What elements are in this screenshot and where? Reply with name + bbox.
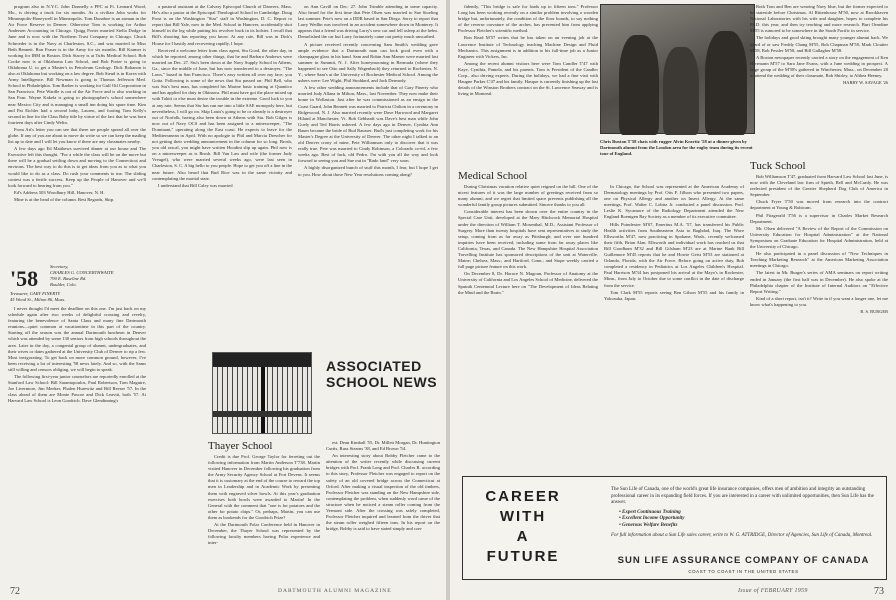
paragraph: Mr. Olsen delivered "A Review of the Report of the Commission on University Education for Hospital Administration" at the National Symposium on Graduate Education for Hospital Administration, held at the University of Chicago.	[750, 225, 888, 250]
middle-column	[152, 4, 292, 344]
paragraph: The following first-year junior counselors are reportedly enrolled at the Stanford Law School: Bill Sarantopoulos, Paul Robertson, Tom Maguire, Joe Livermore, Jim Meeker, Phalen Hurewitz and Bill Reeser '57. In the class ahead of them are Monte Pascoe and Dick Leavitt, both '57. At Harvard Law School is Leon Goodrich. Dave Glendinning's	[8, 374, 146, 404]
thayer-column-2	[326, 440, 440, 586]
paragraph: Ed's Address 503 Woodbury Hill, Hanover, N. H.	[14, 189, 105, 195]
paragraph: I never thought I'd meet the deadline on this one. I'm just back on my schedule again after two weeks of delightful crossing and revelry, featuring the benevolence of Santa Claus and many fine Dartmouth reunions—quiet common at vacationtime in this part of the country. Starting off the season was the annual Dartmouth luncheon in Denver which was attended by some 130 seniors from high schools throughout the area. Later in the day, a congenial group of alumni, undergraduates, and their wives or dates gathered at the University Club of Denver to rip a few. Most invigorating. To get back on more common ground, however, I've been receiving a lot of interesting '58 news lately. And so, with the Sams still willing and censors obliging, we will begin to speak.	[8, 306, 146, 372]
paragraph: a pastoral assistant at the Calvary Episcopal Church of Danvers, Mass. He's also a pastor at the Episcopal Theological School in Cambridge. Doug Frost is on the Washington "Star" staff in Washington, D. C. Report to report that Bill Yale, now in the Med. School in Hanover, accidentally shot himself in the leg while putting his revolver back in its holster. I recall that Bill's shooting has reporting you know. At any rate, Bill was in Dick's House for I hastily and recovering rapidly, I hope.	[152, 4, 292, 46]
paragraph: At the Dartmouth Polar Conference held in Hanover in December, the Thayer School was represented by the following faculty members having Polar experience and inter-	[208, 522, 320, 546]
paragraph: A few days ago Ed Matthews survived dinner at our house and The Executive left this thought. "For a while the class will be on the move but there will be a gradual settling down and moving to the Connecticut and environs. The best way to do this is to get ideas from you as to what you would like to do as a class. Do rush your comments to me. The sliding contest was a fertile success. Keep up the People of Hanover and we'll look forward to hearing from you."	[8, 146, 146, 188]
company-tagline: COAST TO COAST IN THE UNITED STATES	[688, 569, 799, 574]
ad-body	[611, 487, 876, 539]
ad-benefit: • Generous Welfare Benefits	[619, 522, 678, 528]
company-name: SUN LIFE ASSURANCE COMPANY OF CANADA	[617, 555, 870, 566]
sun-life-advertisement	[462, 476, 887, 580]
associated-school-news-heading: ASSOCIATED SCHOOL NEWS	[326, 358, 438, 390]
paragraph: Chuck Fryer T'50 was moved from research into the contract department at Young & Rubicam.	[750, 199, 888, 211]
school-banner-graphic	[212, 352, 312, 434]
ad-intro: The Sun Life of Canada, one of the world's great life insurance companies, offers men of ambition and integrity an outstanding professional career in its expanding field forces. If you are interested in a career with unlimited opportunities, then Sun Life has the answer.	[611, 487, 874, 506]
rugby-dinner-photo	[600, 4, 755, 134]
signature: HARRY W. SAVAGE '26	[843, 80, 888, 86]
ad-benefit: • Expert Continuous Training	[619, 509, 681, 515]
paragraph: The latest in Mr. Burger's series of AMA seminars on report writing ended in January (the first half was in December). He also spoke at the Philadelphia chapter of the Institute of Internal Auditors on "Effective Report Writing."	[750, 270, 888, 294]
left-page	[0, 0, 446, 600]
magazine-footer: DARTMOUTH ALUMNI MAGAZINE	[278, 588, 392, 594]
paragraph: The holidays and good skiing brought many younger alumni back. We heard of or saw Freddy Chang M'55, Bob Chapman M'58, Mark Cloutier M'58, Bob Fessler M'58, and Bill Gallagher M'58.	[750, 35, 888, 53]
class-year-heading: '58	[10, 266, 39, 291]
paragraph: Considerable interest has been shown over the entire country in the Special Care Unit, developed at the Mary Hitchcock Memorial Hospital under the direction of William T. Mosenthal, M.D., Assistant Professor of Surgery. More than twenty hospitals have sent representatives to study the setup, coming from as far away as Pittsburgh; and over one hundred inquiries have been received, including some from far away places like California, Texas, and Canada. The New Hampshire Hospital Association Travelling Institute has sponsored descriptions of the unit at Waterville, Maine; Chelsea, Mass.; and Hartford, Conn.; and Stope weekly carried a full page picture feature on this work.	[458, 209, 598, 270]
medical-column	[458, 184, 598, 468]
paragraph: Bob Williamson T'47, graduated from Harvard Law School last June, is now with the Cleveland law firm of Spieth, Bell and McCurdy. He was reelected president of the Greater Shepherd Dog Club of America in September.	[750, 174, 888, 198]
thayer-column-1	[208, 454, 320, 586]
tuck-school-heading: Tuck School	[750, 160, 806, 172]
medical-column-3	[750, 4, 888, 154]
thayer-school-heading: Thayer School	[208, 440, 273, 452]
paragraph: Credit is due Prof. George Taylor for ferreting out the following information from Martin Anderson T'738. Martin visited Hanover in December following his graduation from the Army Security Agency School at Fort Devens. It seems that it is customary at the end of the course to reward the top men in Leadership and in Academic Work by presenting them with engraved silver bowls. At this year's graduation exercises both bowls were awarded to Martin! In the General with the comment that "one is for potatoes and the other for potato chips." Or, perhaps, Martin, you can use them as bookends for the Goodrich Prize?	[208, 454, 320, 520]
paragraph: program also in N.Y.C. John Donnelly a PFC at Ft. Leonard Wood, Mo., is driving a truck for six months. As a civilian John works for Minneapolis-Honeywell in Minneapolis. Tom Donahoe is an airman in the Air Force Reserve in Denver. Otherwise Tom is working for Arthur Andersen Accounting in Chicago. Quigg Porter married Stella Dodge in June and is now with the Northern Trust Company in Chicago. Chuck Schroeder is in the Navy at Charleston, S.C., and was married to Miss Beth Bennett. Ron Fraser is in the Army for six months. Bill Kramer is working for IBM in Boston. Dick Stacey is at Tufts Medical School. Bob Cooke now is at Oklahoma Law School, and Bob Porter is going to Oklahoma U. to get a Master's in Petroleum Geology. Dick Bohanon is also at Oklahoma but working on a law degree. Bob Steud is in Korea with Army Intelligence. Bill Newman is going to Thomas Jefferson Med. School in Philadelphia. Tom Barber is working for Gulf Oil Corporation in San Francisco. Pete Wardle is out of the Air Force and is also working in San Fran. Wayne Kakela is going to photographer's school somewhere near Mexico City and is managing a small inn doing his spare time. Kim and Pat Eichler had a second baby, Lauren, and footing Tom Kelly's second in line for the Class Baby title by virtue of the fact that he was born fourteen days after Cindy Welin.	[8, 4, 146, 125]
paragraph: In Chicago, the School was represented at the American Academy of Dermatology meetings by Prof. Otis F. Jillson who presented two papers, one on Physical Allergy and another on Insect Allergy. At the same meetings, Prof. Walter C. Lobitz Jr. conducted a panel discussion. Prof. Leslie K. Sycamore of the Radiology Department attended the New England Roentgen Ray Society as a member of its executive committee.	[604, 184, 744, 220]
paragraph: From Art's letter you can see that there are people spread all over the globe. If any of you are about to move do write so we can keep the mailing list up to date and I will let you know if there are any classmates nearby.	[8, 126, 146, 145]
signature: R. S. BURGER	[860, 308, 888, 314]
tuck-column	[750, 174, 888, 468]
ad-contact: For full information about a Sun Life sales career, write to W. G. ATTRIDGE, Director of Agencies, Sun Life of Canada, Montreal.	[611, 532, 873, 538]
paragraph: Mine is at the head of the column. Best Regards, Skip.	[14, 196, 115, 202]
class58-column	[8, 306, 146, 586]
paragraph: During Christmas vacation relative quiet reigned on the hill. One of the nicest features of it was the large number of greetings received from so many alumni, and we regret that limited space prevents publishing all the wonderful family group pictures submitted. Sincere thanks to you all.	[458, 184, 598, 208]
paragraph: Ron Read M'57 writes that he has taken on an evening job at the Lawrence Institute of Technology teaching Machine Design and Fluid Mechanics. This assignment is in addition to his full-time job as a Junior Engineer with Vickers, Inc.	[458, 35, 598, 59]
paragraph: Tom Clark M'55 reports seeing Ben Gilson M'55 and his family in Yokosuka, Japan.	[604, 289, 744, 301]
medical-column-2	[604, 184, 744, 468]
ad-benefits-list	[619, 510, 876, 530]
paragraph: A highly disorganized bunch of stuff this month, I fear, but I hope I get to you. How about those New Year resolutions coming along?	[298, 165, 438, 177]
paragraph: fidently, "This bridge is safe for loads up to fifteen tons." Professor Long has been working recently on a similar problem involving a wooden bridge but, unfortunately, the condition of the floor boards, to say nothing of the reverse curvature of the arches, has prevented him from applying Professor Fletcher's scientific method.	[458, 4, 598, 34]
right-page	[450, 0, 896, 600]
paragraph: A Boston newspaper recently carried a story on the engagement of Ken Herrmann M'57 to Sara Jane Evans, with a June wedding in prospect. A large group of the M'58's gathered in Winchester, Mass., on December 20 to attend the wedding of their classmate, Bob Shirley, to Althea Heeney.	[750, 54, 888, 79]
paragraph: est: Dean Kimball '55, Dr. Millett Morgan, Dr. Huntington Curtis, Russ Stearns '38, and Ed Brown '54.	[326, 440, 440, 452]
paragraph: A picture received recently concerning Sam Smith's wedding gave ample evidence that a Dartmouth man can look good even with a champagne glass in his hand. Sam and Robin Ann Maeser were married last summer in Summit, N. J. After honeymooning in Bermuda (where they happened to see Otto and Sally Wagenbach) they returned to Rochester, N. Y., where Sam's at the University of Rochester Medical School. Among the ushers were: Lee Wight, Phil Stoddard, and Jack Dermody.	[298, 41, 438, 84]
issue-label: Issue of FEBRUARY 1959	[738, 588, 808, 594]
paragraph: Among the recent alumni visitors here were Tom Candler T'47 with Kaye, Cynthia, Pamela, and his parents. Tom is President of the Candler Corp., also driving experts. During the holidays, we had a fine visit with Haugne Parker C'47 and his family. Hasque is currently finishing up the last details of the Winston Brothers contract on the St. Lawrence Seaway and is living in Montreal.	[458, 60, 598, 97]
paragraph: I understand that Bill Caley was married	[158, 182, 233, 188]
paragraph: Kind of a short report, isn't it? Write in if you want a longer one, let me know what's happening to you.	[750, 295, 888, 307]
right-column	[298, 4, 438, 344]
ad-benefit: • Excellent Income Opportunity	[619, 516, 685, 522]
class57-column	[8, 4, 146, 260]
paragraph: Both Tom and Ben are wearing Navy blue, but the former expected to be stateside before Christmas. Al Rittenhouse M'50, now at Brookhaven National Laboratories with his wife and daughter, hopes to complete his Ph.D. this year, and then try teaching and more research. Burt Ormdine M'55 is rumored to be somewhere in the South Pacific in service.	[750, 4, 888, 34]
paragraph: On December 8, Dr. Horace N. Magoun, Professor of Anatomy at the University of California and Los Angeles School of Medicine, delivered the Sputnik Centennial Lecture here on "The Development of Ideas Relating the Mind and the Brain."	[458, 271, 598, 295]
paragraph: He also participated in a panel discussion of "New Techniques in Teaching Marketing Research" at the American Marketing Association meetings in Chicago.	[750, 251, 888, 269]
photo-caption: Chris Buxton T'58 chats with rugger Alvin Kravtiz '58 at a dinner given by Dartmouth alumni from the London area for the rugby team during its recent tour of England.	[600, 139, 753, 156]
thayer-continued-column	[458, 4, 598, 144]
paragraph: on Ann Cavill on Dec. 27. John Trimble attending in some capacity. Also heard for the first time that Pete Olsen was married to Sue Stoeling last summer. Pete's now on a DDR based in San Diego. Sorry to report that Larry Wedlin was involved in an accident somewhere down in Monterey. It appears that a friend was driving Larry's new car and fell asleep at the helm. Demolished the car but Larry fortunately came out pretty much unscathed.	[298, 4, 438, 40]
medical-school-heading: Medical School	[458, 170, 528, 182]
paragraph: Received a welcome letter from class agent, Stu Good, the other day, in which he reported, among other things, that he and Barbara Andrews were married on Dec. 27. Stu's been down at the Navy Supply School in Athens, Ga., since the middle of June, but has now transferred to a destroyer, "The Laws," based in San Francisco. There's easy written all over my face, you Gotta. Following is some of the news that Stu passed on: Phil Bell, who was Stu's best man, has completed his Marine basic training at Quantico and has applied for duty in Okinawa. Phil must have got the place mixed up with Tahiti or else must desire the trouble in the extreme. Good luck to you at any rate. Seems that Stu has run me into a little SAE monopoly here, but nevertheless, I will go on. Skip Louis's going to be or already is a destroyer out of Norfolk, having also been down at Athens with Stu. Bob Gilges is now out of Navy OCS and has been assigned to a minesweeper, "The Dominant," operating along the East coast. He expects to leave for the Mediterranean in April. With no apologie to Phil and Marcia Drescher for not getting their wedding announcement in the column for so long. Brosh, you old rascal, you might have written Hoodini slip up again. Phil now is on a minesweeper as is Brosh. Bill Van Law and wife (the former Judy Vreugel), who were married several weeks ago, were last seen in Charleston, S. C. A big hello to you people. Hope to get you off a line in the near future. Also heard that Bud Rice was in the same vicinity and contemplating the marital state.	[152, 47, 292, 181]
paragraph: Phil Fitzgerald T'56 is a supervisor in Charles Market Research Department.	[750, 212, 888, 224]
page-number: 72	[10, 586, 20, 597]
secretary-block: Secretary, CHARLES G. CONCERTHWAITE 790 E. Baseline Rd. Boulder, Colo.	[50, 264, 114, 287]
page-number: 73	[874, 586, 884, 597]
career-headline: CAREER WITH A FUTURE	[485, 488, 561, 565]
paragraph: A few other wedding announcements include that of Gary Finerty who married Judy Allana in Milton, Mass., last November. They now make their home in Wollaston. Just after he was commissioned as an ensign in the Coast Guard, John Bennett was married to Patricia Chilton in a ceremony in Ridgewood, N. J. Also married recently were Dave Harwood and Margaret Hiland at Manchester, Vt. Bob Gebhardt was Dave's best man while John Goely and Ted Harris ushered. A few days ago in Denver, Cynthia Ann Bauer became the bride of Bud Rausser. Bud's just completing work for his Master's Degree at the University of Denver. The other night I talked to an old Denver crony of mine, Pete Williamson only to discover that it was really true. Pete was married to Cindy Robinson, a Colorado co-ed, a few weeks ago. Best of luck, old Pedro. I'm with you all the way and look forward to seeing you and Sue out in "Rado land" very soon.	[298, 85, 438, 164]
paragraph: Hills Poindexter M'07, Emeritus M.A. '57, has transferred his Public Health activities from Southeastern Asia to Baghdad, Iraq. The Wave Ellsworths M'47, now practicing in Spokane, Wash., recently welcomed their fifth, Brian Alan. Ellsworth and individual work has reached us that Bill Goodbarn M'32 and Bill Gilsham M'23 are at Marine Bank Bill Guillemore M'45 reports that he and Howie Geist M'53 are stationed at Orlando, Florida, with the Air Force. Before going on active duty, Bob completed a residency in Pediatrics at Los Angeles Children's Hospital. Paul Harrison M'34 has postponed his arrival at the Mayo's in Rochester, Minn., from July to October due to some conflict in the date of discharge from the service.	[604, 221, 744, 288]
paragraph: An interesting story about Bobby Fletcher came to the attention of the writer recently while discussing current bridges with Prof. Frank Long and Prof. Charles R. according to this story, Professor Fletcher was engaged to report on the safety of an old covered bridge across the Connecticut at Orford. After making a visual inspection of the old timbers, Professor Fletcher was standing on the New Hampshire side, contemplating the problem, when suddenly word came of the structure when he noticed a steam roller coming from the Vermont side. After the crossing was safely completed, Professor Fletcher inquired and learned from the driver that the steam roller weighed fifteen tons. In his report on the bridge, Bobby is said to have stated simply and con-	[326, 453, 440, 532]
treasurer-block: Treasurer, GARY FINERTY 45 Wood St., Milton 86, Mass.	[10, 291, 66, 302]
